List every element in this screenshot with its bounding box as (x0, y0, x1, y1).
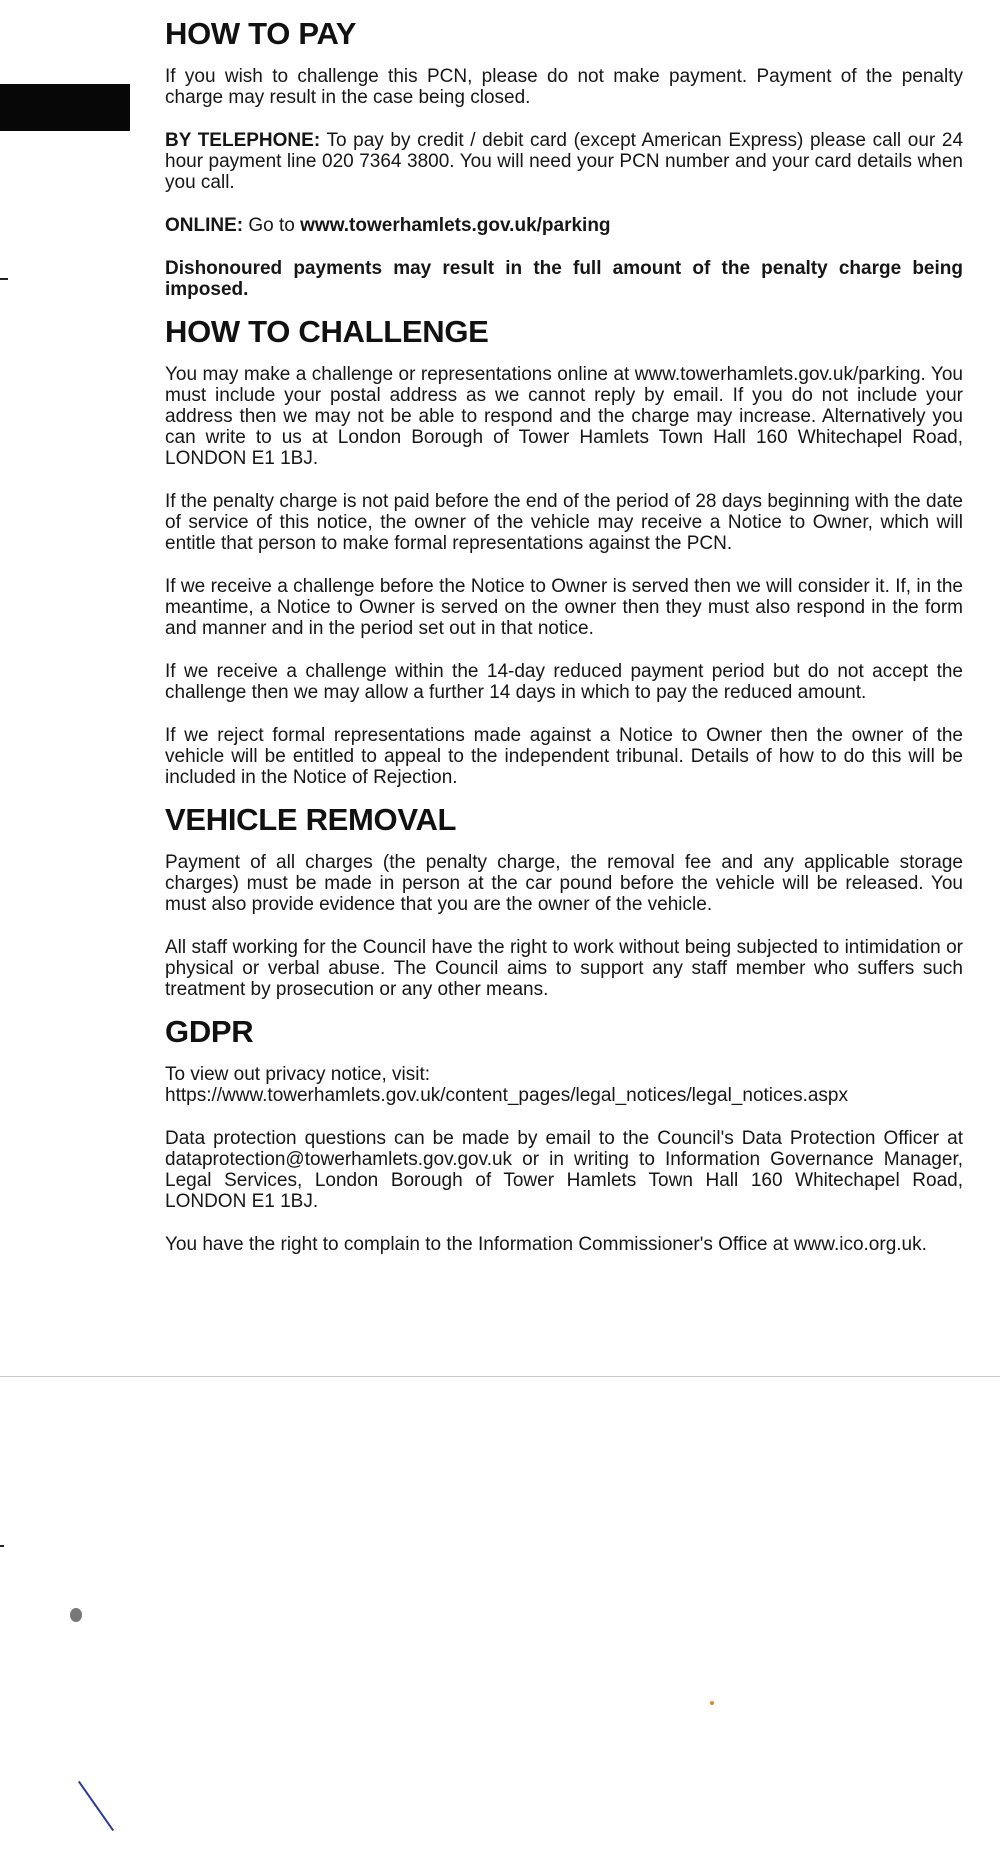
margin-tick-mark (0, 1545, 4, 1547)
how-to-pay-section (165, 16, 963, 300)
privacy-notice (165, 1064, 963, 1106)
data-protection-paragraph: Data protection questions can be made by email to the Council's Data Protection Officer at dataprotection@towerhamlets.gov.gov.uk or in writing to Information Governance Manager, Legal Services, London Borough of Tower Hamlets Town Hall 160 Whitechapel Road, LONDON E1 1BJ. (165, 1128, 963, 1212)
scan-speck (70, 1608, 82, 1622)
notice-content (165, 16, 963, 1277)
pay-online (165, 215, 963, 236)
vehicle-removal-paragraph: Payment of all charges (the penalty charge, the removal fee and any applicable storage charges) must be made in person at the car pound before the vehicle will be released. You must also provide evidence that you are the owner of the vehicle. (165, 852, 963, 915)
online-text: Go to (243, 215, 301, 236)
privacy-intro: To view out privacy notice, visit: (165, 1064, 431, 1085)
how-to-pay-intro: If you wish to challenge this PCN, please do not make payment. Payment of the penalty charge may result in the case being closed. (165, 66, 963, 108)
ico-complaint-paragraph: You have the right to complain to the Information Commissioner's Office at www.ico.org.uk. (165, 1234, 927, 1255)
gdpr-heading: GDPR (165, 1014, 254, 1049)
challenge-paragraph: If we reject formal representations made against a Notice to Owner then the owner of the vehicle will be entitled to appeal to the independent tribunal. Details of how to do this will be included in the Notice of Rejection. (165, 725, 963, 788)
vehicle-removal-heading: VEHICLE REMOVAL (165, 802, 457, 837)
challenge-paragraph: You may make a challenge or representations online at www.towerhamlets.gov.uk/parking. You must include your postal address as we cannot reply by email. If you do not include your address then we may not be able to respond and the charge may increase. Alternatively you can write to us at London Borough of Tower Hamlets Town Hall 160 Whitechapel Road, LONDON E1 1BJ. (165, 364, 963, 469)
vehicle-removal-paragraph: All staff working for the Council have the right to work without being subjected to intimidation or physical or verbal abuse. The Council aims to support any staff member who suffers such treatment by prosecution or any other means. (165, 937, 963, 1000)
gdpr-section (165, 1014, 963, 1255)
how-to-pay-heading: HOW TO PAY (165, 16, 357, 51)
how-to-challenge-heading: HOW TO CHALLENGE (165, 314, 489, 349)
pen-stroke-mark (78, 1781, 114, 1831)
online-label: ONLINE: (165, 215, 244, 236)
scan-fold-line (0, 1376, 1000, 1377)
scan-speck (710, 1701, 714, 1705)
pay-by-telephone (165, 130, 963, 193)
challenge-paragraph: If we receive a challenge within the 14-day reduced payment period but do not accept the challenge then we may allow a further 14 days in which to pay the reduced amount. (165, 661, 963, 703)
how-to-challenge-section (165, 314, 963, 788)
dishonoured-payments-note: Dishonoured payments may result in the full amount of the penalty charge being imposed. (165, 258, 963, 300)
online-url-link[interactable]: www.towerhamlets.gov.uk/parking (300, 215, 611, 236)
vehicle-removal-section (165, 802, 963, 1000)
privacy-url-link[interactable]: https://www.towerhamlets.gov.uk/content_pages/legal_notices/legal_notices.aspx (165, 1085, 848, 1106)
telephone-text: To pay by credit / debit card (except American Express) please call our 24 hour payment line 020 7364 3800. You will need your PCN number and your card details when you call. (165, 130, 964, 193)
margin-tick-mark (0, 278, 8, 280)
challenge-paragraph: If we receive a challenge before the Notice to Owner is served then we will consider it. If, in the meantime, a Notice to Owner is served on the owner then they must also respond in the form and manner and in the period set out in that notice. (165, 576, 963, 639)
telephone-label: BY TELEPHONE: (165, 130, 321, 151)
redaction-block (0, 84, 130, 131)
challenge-paragraph: If the penalty charge is not paid before the end of the period of 28 days beginning with the date of service of this notice, the owner of the vehicle may receive a Notice to Owner, which will entitle that person to make formal representations against the PCN. (165, 491, 963, 554)
